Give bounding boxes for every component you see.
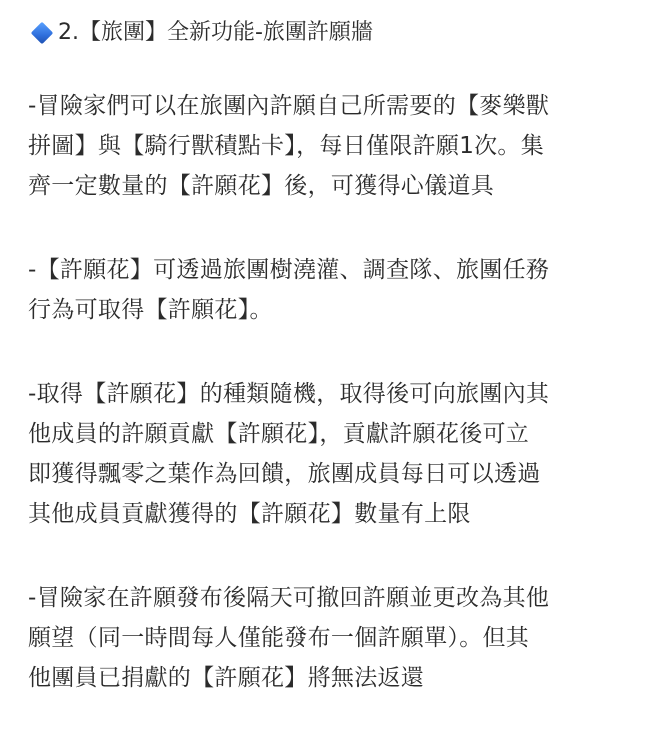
paragraph-wish-withdraw bbox=[28, 578, 634, 698]
text-line: 即獲得飄零之葉作為回饋，旅團成員每日可以透過 bbox=[28, 461, 541, 487]
text-line: 他成員的許願貢獻【許願花】，貢獻許願花後可立 bbox=[28, 421, 530, 447]
text-line: 拼圖】與【騎行獸積點卡】，每日僅限許願1次。集 bbox=[28, 133, 545, 159]
text-line: -【許願花】可透過旅團樹澆灌、調查隊、旅團任務 bbox=[28, 257, 550, 283]
text-line: -冒險家們可以在旅團內許願自己所需要的【麥樂獸 bbox=[28, 93, 550, 119]
text-line: -冒險家在許願發布後隔天可撤回許願並更改為其他 bbox=[28, 585, 550, 611]
text-line: -取得【許願花】的種類隨機，取得後可向旅團內其 bbox=[28, 381, 550, 407]
text-line: 願望（同一時間每人僅能發布一個許願單）。但其 bbox=[28, 625, 530, 651]
paragraph-wish-flower-source bbox=[28, 250, 634, 330]
text-line: 其他成員貢獻獲得的【許願花】數量有上限 bbox=[28, 501, 471, 527]
text-line: 齊一定數量的【許願花】後，可獲得心儀道具 bbox=[28, 173, 494, 199]
text-line: 他團員已捐獻的【許願花】將無法返還 bbox=[28, 665, 425, 691]
section-heading bbox=[28, 14, 634, 52]
paragraph-wish-flower-contribution bbox=[28, 374, 634, 534]
blue-diamond-icon bbox=[31, 22, 54, 45]
section-heading-text: 2.【旅團】全新功能-旅團許願牆 bbox=[58, 20, 373, 45]
text-line: 行為可取得【許願花】。 bbox=[28, 297, 273, 323]
paragraph-wish-items bbox=[28, 86, 634, 206]
